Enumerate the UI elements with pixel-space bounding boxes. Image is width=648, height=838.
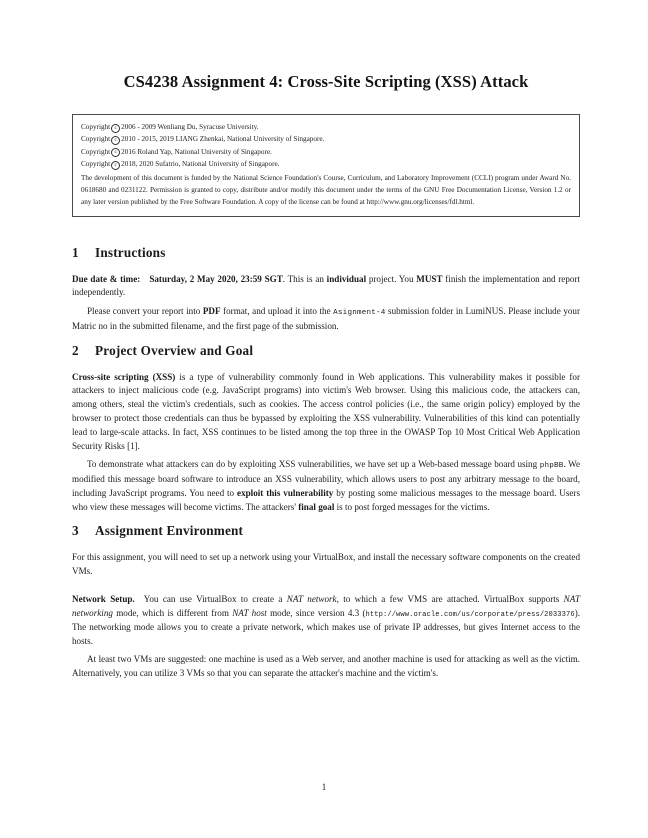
copyright-line [81,158,571,170]
copyright-line [81,133,571,145]
network-setup-label: Network Setup. [72,594,135,605]
copyright-prefix: Copyright [81,123,111,131]
section-number: 3 [72,523,79,539]
copyright-line [81,146,571,158]
vm-suggestion-paragraph: At least two VMs are suggested: one machine is used as a Web server, and another machine is used for attacking as well as the victim. Alternatively, you can utilize 3 VMs so that you can separate the attacker's machine and the victim's. [72,654,580,679]
copyright-symbol-icon: c [111,161,120,170]
copyright-symbol-icon: c [111,136,120,145]
copyright-text: 2010 - 2015, 2019 LIANG Zhenkai, National University of Singapore. [121,135,325,144]
license-paragraph: The development of this document is funded by the National Science Foundation's Course, Curriculum, and Laboratory Improvement (CCLI) program under Award No. 0618680 and 0231122. Permission is granted to copy, distribute and/or modify this document under the terms of the GNU Free Documentation License, Version 1.2 or any later version published by the Free Software Foundation. A copy of the license can be found at http://www.gnu.org/licenses/fdl.html. [81,173,571,207]
due-individual-emphasis: individual [326,273,367,284]
copyright-text: 2018, 2020 Sufatrio, National University of Singapore. [121,160,280,169]
due-text-2: project. You [366,273,417,284]
copyright-prefix: Copyright [81,147,111,156]
copyright-prefix: Copyright [81,160,111,169]
submit-text-2: format, and upload it into the [220,306,334,317]
xss-definition-paragraph [72,371,580,454]
nat-network-italic: NAT network [286,594,337,605]
copyright-notice-box [72,114,580,217]
exploit-emphasis: exploit this vulnerability [237,487,334,498]
due-date-label: Due date & time: [72,273,141,284]
submit-text-3: submission folder in LumiNUS. Please include your Matric no in the submitted filename, and the first page of the submission. [72,306,580,331]
final-goal-emphasis: final goal [298,501,335,512]
network-text-4: mode, since version 4.3 ( [266,607,366,618]
network-text-2: , to which a few VMS are attached. VirtualBox supports [336,594,564,605]
submission-paragraph [72,305,580,333]
due-must-emphasis: MUST [416,273,443,284]
environment-intro-paragraph: For this assignment, you will need to set up a network using your VirtualBox, and install the necessary software components on the created VMs. [72,552,580,577]
network-text-1: You can use VirtualBox to create a [143,594,287,605]
copyright-symbol-icon: c [111,148,120,157]
xss-term: Cross-site scripting (XSS) [72,371,176,382]
section-heading-instructions [72,245,580,261]
oracle-press-url[interactable]: http://www.oracle.com/us/corporate/press/2033376 [365,610,575,619]
section-number: 2 [72,342,79,358]
demo-text-4: is to post forged messages for the victims. [334,501,490,512]
demo-text-2: . We modified this message board software to introduce an XSS vulnerability, which allows users to post any arbitrary message to the board, including JavaScript programs. You need to [72,459,581,498]
copyright-text: 2006 - 2009 Wenliang Du, Syracuse University. [121,123,259,131]
due-date-value: Saturday, 2 May 2020, 23:59 SGT [149,273,283,284]
demonstration-paragraph [72,458,580,514]
nat-networking-italic: NAT networking [72,594,581,618]
phpbb-software-name: phpBB [539,462,564,471]
section-title: Assignment Environment [95,523,244,539]
section-title: Project Overview and Goal [95,342,254,358]
pdf-emphasis: PDF [202,306,221,317]
copyright-text: 2016 Roland Yap, National University of Singapore. [121,147,272,156]
network-setup-paragraph [72,593,580,648]
xss-definition-text: is a type of vulnerability commonly found in Web applications. This vulnerability makes it possible for attackers to inject malicious code (e.g. JavaScript programs) into victim's Web browser. Using this malicious code, the attackers can, among others, steal the victim's credentials, such as cookies. The access control policies (i.e., the same origin policy) employed by the browser to protect those credentials can thus be bypassed by exploiting the XSS vulnerability. Vulnerabilities of this kind can potentially lead to large-scale attacks. In fact, XSS continues to be listed among the top three in the OWASP Top 10 Most Critical Web Application Security Risks [1]. [72,371,580,451]
demo-text-1: To demonstrate what attackers can do by exploiting XSS vulnerabilities, we have set up a Web-based message board using [87,459,540,470]
section-heading-overview [72,343,580,359]
section-number: 1 [72,244,79,260]
network-text-3: mode, which is different from [112,607,233,618]
section-title: Instructions [95,244,166,260]
page-title: CS4238 Assignment 4: Cross-Site Scripting (XSS) Attack [123,72,529,91]
page-number: 1 [321,782,327,792]
due-text-1: . This is an [282,273,327,284]
due-date-paragraph [72,273,580,301]
network-text-5: ). The networking mode allows you to create a private network, which makes use of private IP addresses, but gives Internet access to the hosts. [72,607,580,646]
section-heading-environment [72,523,580,539]
copyright-prefix: Copyright [81,135,111,144]
copyright-symbol-icon: c [111,124,120,133]
submit-text-1: Please convert your report into [87,306,203,317]
nat-host-italic: NAT host [232,607,267,618]
due-text-3: finish the implementation and report independently. [72,273,580,298]
submission-folder-name: Asignment-4 [333,309,386,318]
copyright-line [81,121,571,133]
demo-text-3: by posting some malicious messages to the message board. Users who view these messages will become victims. The attackers' [72,487,580,512]
